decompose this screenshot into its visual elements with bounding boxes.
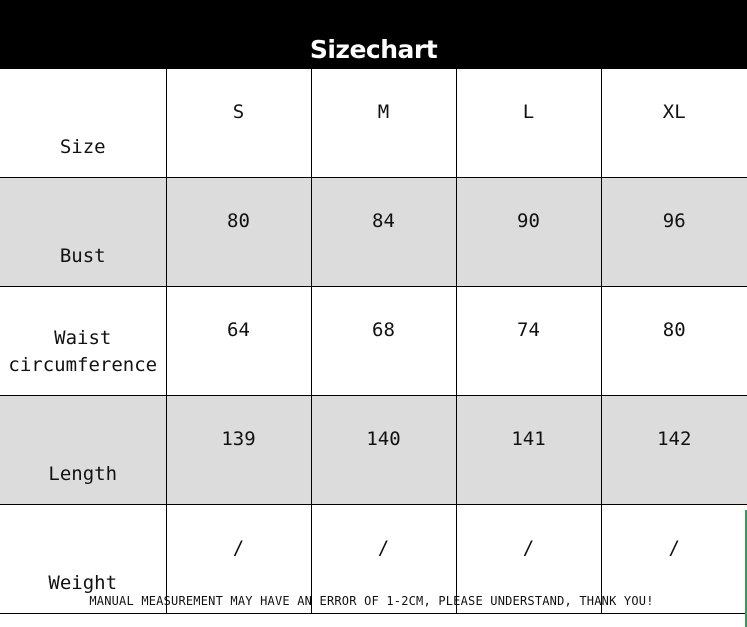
size-xl: XL [601, 69, 747, 178]
page-title: Sizechart [309, 35, 438, 64]
length-l: 141 [456, 396, 601, 505]
row-label-size: Size [0, 69, 166, 178]
bust-m: 84 [311, 178, 456, 287]
weight-l: / [456, 505, 601, 614]
size-l: L [456, 69, 601, 178]
row-label-weight: Weight [0, 505, 166, 614]
size-m: M [311, 69, 456, 178]
size-header-row [0, 69, 747, 178]
bust-s: 80 [166, 178, 311, 287]
weight-s: / [166, 505, 311, 614]
length-xl: 142 [601, 396, 747, 505]
bust-row [0, 178, 747, 287]
row-label-length: Length [0, 396, 166, 505]
waist-xl: 80 [601, 287, 747, 396]
waist-row [0, 287, 747, 396]
row-label-bust: Bust [0, 178, 166, 287]
weight-xl: / [601, 505, 747, 614]
title-banner [0, 0, 747, 69]
weight-m: / [311, 505, 456, 614]
waist-l: 74 [456, 287, 601, 396]
length-row [0, 396, 747, 505]
size-s: S [166, 69, 311, 178]
footer-area [0, 510, 747, 627]
waist-s: 64 [166, 287, 311, 396]
row-label-waist: Waist circumference [0, 287, 166, 396]
length-m: 140 [311, 396, 456, 505]
bust-l: 90 [456, 178, 601, 287]
length-s: 139 [166, 396, 311, 505]
measurement-note: MANUAL MEASUREMENT MAY HAVE AN ERROR OF 1-2CM, PLEASE UNDERSTAND, THANK YOU! [89, 594, 654, 608]
waist-m: 68 [311, 287, 456, 396]
bust-xl: 96 [601, 178, 747, 287]
